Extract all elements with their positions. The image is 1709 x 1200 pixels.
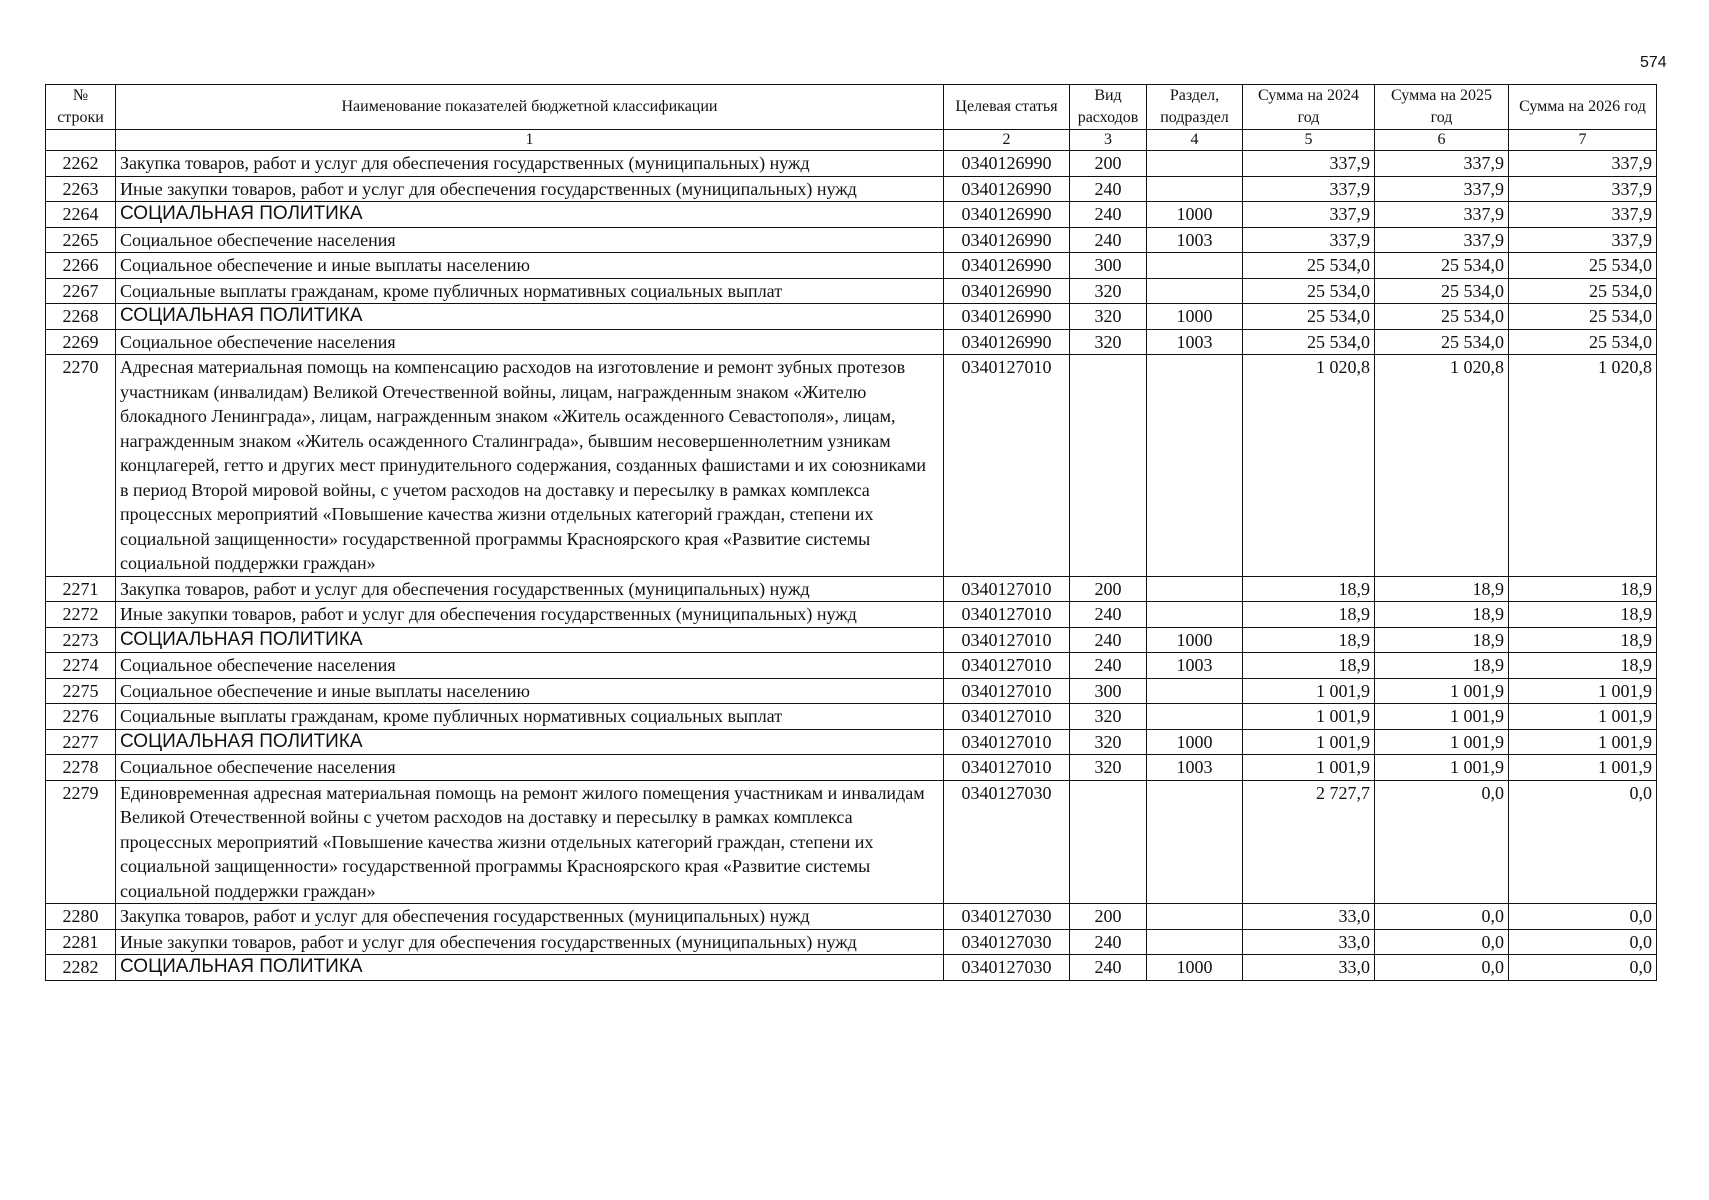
row-section: 1003 — [1147, 653, 1243, 679]
row-kind: 200 — [1070, 576, 1147, 602]
row-section — [1147, 929, 1243, 955]
row-section — [1147, 576, 1243, 602]
table-row — [46, 227, 1657, 253]
row-sum-2026: 1 020,8 — [1509, 355, 1657, 577]
header-row — [46, 85, 1657, 130]
row-kind: 240 — [1070, 176, 1147, 202]
row-section — [1147, 904, 1243, 930]
table-row — [46, 202, 1657, 228]
row-kind: 320 — [1070, 304, 1147, 330]
row-number: 2282 — [46, 955, 116, 981]
row-sum-2026: 1 001,9 — [1509, 755, 1657, 781]
row-kind: 240 — [1070, 929, 1147, 955]
row-sum-2024: 337,9 — [1243, 176, 1375, 202]
row-target: 0340127010 — [944, 653, 1070, 679]
table-row — [46, 904, 1657, 930]
column-number: 3 — [1070, 130, 1147, 151]
row-sum-2026: 0,0 — [1509, 904, 1657, 930]
row-sum-2024: 25 534,0 — [1243, 304, 1375, 330]
header-name: Наименование показателей бюджетной классификации — [116, 85, 944, 130]
row-sum-2026: 18,9 — [1509, 602, 1657, 628]
row-number: 2265 — [46, 227, 116, 253]
row-target: 0340127010 — [944, 576, 1070, 602]
row-target: 0340126990 — [944, 176, 1070, 202]
table-row — [46, 576, 1657, 602]
row-sum-2025: 18,9 — [1375, 576, 1509, 602]
row-sum-2025: 25 534,0 — [1375, 278, 1509, 304]
row-target: 0340126990 — [944, 151, 1070, 177]
row-kind: 320 — [1070, 278, 1147, 304]
row-sum-2024: 1 001,9 — [1243, 678, 1375, 704]
row-name: Социальное обеспечение населения — [116, 755, 944, 781]
row-sum-2024: 33,0 — [1243, 955, 1375, 981]
row-target: 0340126990 — [944, 227, 1070, 253]
row-sum-2024: 1 001,9 — [1243, 704, 1375, 730]
row-number: 2280 — [46, 904, 116, 930]
row-sum-2024: 33,0 — [1243, 904, 1375, 930]
row-kind: 240 — [1070, 602, 1147, 628]
table-row — [46, 151, 1657, 177]
row-number: 2270 — [46, 355, 116, 577]
row-target: 0340126990 — [944, 253, 1070, 279]
row-kind — [1070, 780, 1147, 904]
table-row — [46, 955, 1657, 981]
row-sum-2026: 18,9 — [1509, 627, 1657, 653]
table-row — [46, 304, 1657, 330]
row-sum-2026: 337,9 — [1509, 151, 1657, 177]
row-kind: 320 — [1070, 755, 1147, 781]
row-name: СОЦИАЛЬНАЯ ПОЛИТИКА — [116, 202, 944, 228]
row-name: Закупка товаров, работ и услуг для обеспечения государственных (муниципальных) нужд — [116, 576, 944, 602]
row-target: 0340127030 — [944, 955, 1070, 981]
row-number: 2266 — [46, 253, 116, 279]
row-target: 0340127010 — [944, 627, 1070, 653]
budget-table — [45, 84, 1657, 981]
row-sum-2026: 0,0 — [1509, 929, 1657, 955]
row-sum-2025: 1 001,9 — [1375, 704, 1509, 730]
row-target: 0340127010 — [944, 704, 1070, 730]
row-section — [1147, 602, 1243, 628]
row-sum-2024: 1 020,8 — [1243, 355, 1375, 577]
row-sum-2026: 0,0 — [1509, 955, 1657, 981]
header-section: Раздел, подраздел — [1147, 85, 1243, 130]
row-sum-2026: 1 001,9 — [1509, 729, 1657, 755]
row-number: 2271 — [46, 576, 116, 602]
row-kind — [1070, 355, 1147, 577]
row-section: 1003 — [1147, 227, 1243, 253]
row-section — [1147, 176, 1243, 202]
row-name: Адресная материальная помощь на компенсацию расходов на изготовление и ремонт зубных протезов участникам (инвалидам) Великой Отечественной войны, лицам, награжденным знаком «Жителю блокадного Ленинграда», лицам, награжденным знаком «Житель осажденного Севастополя», лицам, награжденным знаком «Житель осажденного Сталинграда», бывшим несовершеннолетним узникам концлагерей, гетто и других мест принудительного содержания, созданных фашистами и их союзниками в период Второй мировой войны, с учетом расходов на доставку и пересылку в рамках комплекса процессных мероприятий «Повышение качества жизни отдельных категорий граждан, степени их социальной защищенности» государственной программы Красноярского края «Развитие системы социальной поддержки граждан» — [116, 355, 944, 577]
row-sum-2024: 337,9 — [1243, 202, 1375, 228]
column-number: 5 — [1243, 130, 1375, 151]
row-kind: 200 — [1070, 151, 1147, 177]
row-number: 2279 — [46, 780, 116, 904]
row-sum-2026: 337,9 — [1509, 176, 1657, 202]
table-row — [46, 653, 1657, 679]
row-sum-2025: 0,0 — [1375, 929, 1509, 955]
row-name: Социальные выплаты гражданам, кроме публичных нормативных социальных выплат — [116, 278, 944, 304]
row-target: 0340127010 — [944, 602, 1070, 628]
row-sum-2025: 18,9 — [1375, 602, 1509, 628]
row-number: 2275 — [46, 678, 116, 704]
row-number: 2277 — [46, 729, 116, 755]
row-sum-2026: 25 534,0 — [1509, 329, 1657, 355]
header-sum-2026: Сумма на 2026 год — [1509, 85, 1657, 130]
row-kind: 300 — [1070, 678, 1147, 704]
row-number: 2267 — [46, 278, 116, 304]
row-sum-2024: 2 727,7 — [1243, 780, 1375, 904]
table-row — [46, 704, 1657, 730]
header-num: № строки — [46, 85, 116, 130]
row-section: 1000 — [1147, 729, 1243, 755]
row-kind: 320 — [1070, 329, 1147, 355]
row-sum-2025: 1 001,9 — [1375, 678, 1509, 704]
row-section: 1003 — [1147, 755, 1243, 781]
table-row — [46, 678, 1657, 704]
row-name: Социальное обеспечение и иные выплаты населению — [116, 253, 944, 279]
column-number-row — [46, 130, 1657, 151]
row-sum-2024: 1 001,9 — [1243, 755, 1375, 781]
row-section: 1003 — [1147, 329, 1243, 355]
row-sum-2024: 25 534,0 — [1243, 253, 1375, 279]
row-sum-2026: 18,9 — [1509, 653, 1657, 679]
table-row — [46, 929, 1657, 955]
row-sum-2025: 1 020,8 — [1375, 355, 1509, 577]
row-sum-2025: 18,9 — [1375, 627, 1509, 653]
row-name: Иные закупки товаров, работ и услуг для обеспечения государственных (муниципальных) нужд — [116, 176, 944, 202]
column-number: 2 — [944, 130, 1070, 151]
row-section: 1000 — [1147, 304, 1243, 330]
row-target: 0340127010 — [944, 678, 1070, 704]
row-sum-2025: 25 534,0 — [1375, 304, 1509, 330]
row-name: Единовременная адресная материальная помощь на ремонт жилого помещения участникам и инвалидам Великой Отечественной войны с учетом расходов на доставку и пересылку в рамках комплекса процессных мероприятий «Повышение качества жизни отдельных категорий граждан, степени их социальной защищенности» государственной программы Красноярского края «Развитие системы социальной поддержки граждан» — [116, 780, 944, 904]
row-kind: 200 — [1070, 904, 1147, 930]
table-row — [46, 176, 1657, 202]
row-sum-2024: 25 534,0 — [1243, 278, 1375, 304]
row-number: 2272 — [46, 602, 116, 628]
table-row — [46, 329, 1657, 355]
row-number: 2263 — [46, 176, 116, 202]
row-kind: 320 — [1070, 704, 1147, 730]
row-kind: 300 — [1070, 253, 1147, 279]
column-number: 1 — [116, 130, 944, 151]
row-sum-2025: 337,9 — [1375, 202, 1509, 228]
row-name: СОЦИАЛЬНАЯ ПОЛИТИКА — [116, 729, 944, 755]
row-section — [1147, 678, 1243, 704]
row-name: Социальные выплаты гражданам, кроме публичных нормативных социальных выплат — [116, 704, 944, 730]
row-number: 2268 — [46, 304, 116, 330]
row-sum-2025: 337,9 — [1375, 151, 1509, 177]
row-section — [1147, 780, 1243, 904]
header-sum-2024: Сумма на 2024 год — [1243, 85, 1375, 130]
row-sum-2024: 18,9 — [1243, 576, 1375, 602]
row-target: 0340127010 — [944, 355, 1070, 577]
row-number: 2264 — [46, 202, 116, 228]
row-sum-2024: 25 534,0 — [1243, 329, 1375, 355]
row-sum-2026: 1 001,9 — [1509, 678, 1657, 704]
row-name: Социальное обеспечение населения — [116, 653, 944, 679]
row-target: 0340126990 — [944, 329, 1070, 355]
row-target: 0340127030 — [944, 929, 1070, 955]
row-sum-2024: 337,9 — [1243, 227, 1375, 253]
row-sum-2024: 337,9 — [1243, 151, 1375, 177]
row-sum-2026: 25 534,0 — [1509, 253, 1657, 279]
row-number: 2262 — [46, 151, 116, 177]
row-kind: 240 — [1070, 227, 1147, 253]
row-section — [1147, 704, 1243, 730]
row-name: Закупка товаров, работ и услуг для обеспечения государственных (муниципальных) нужд — [116, 151, 944, 177]
row-sum-2025: 0,0 — [1375, 904, 1509, 930]
row-sum-2024: 18,9 — [1243, 653, 1375, 679]
column-number: 6 — [1375, 130, 1509, 151]
table-row — [46, 253, 1657, 279]
row-sum-2026: 337,9 — [1509, 227, 1657, 253]
table-row — [46, 602, 1657, 628]
row-number: 2273 — [46, 627, 116, 653]
row-section — [1147, 278, 1243, 304]
header-kind: Вид расходов — [1070, 85, 1147, 130]
row-name: Иные закупки товаров, работ и услуг для обеспечения государственных (муниципальных) нужд — [116, 602, 944, 628]
row-sum-2025: 337,9 — [1375, 227, 1509, 253]
header-sum-2025: Сумма на 2025 год — [1375, 85, 1509, 130]
column-number: 4 — [1147, 130, 1243, 151]
column-number: 7 — [1509, 130, 1657, 151]
row-sum-2025: 25 534,0 — [1375, 253, 1509, 279]
row-target: 0340127030 — [944, 780, 1070, 904]
row-kind: 240 — [1070, 653, 1147, 679]
table-row — [46, 278, 1657, 304]
row-name: СОЦИАЛЬНАЯ ПОЛИТИКА — [116, 627, 944, 653]
row-kind: 320 — [1070, 729, 1147, 755]
row-sum-2024: 33,0 — [1243, 929, 1375, 955]
row-target: 0340127010 — [944, 729, 1070, 755]
row-sum-2025: 337,9 — [1375, 176, 1509, 202]
row-sum-2026: 1 001,9 — [1509, 704, 1657, 730]
row-name: Социальное обеспечение населения — [116, 227, 944, 253]
row-sum-2025: 25 534,0 — [1375, 329, 1509, 355]
row-sum-2024: 1 001,9 — [1243, 729, 1375, 755]
table-row — [46, 355, 1657, 577]
row-number: 2276 — [46, 704, 116, 730]
row-sum-2025: 0,0 — [1375, 955, 1509, 981]
row-sum-2026: 25 534,0 — [1509, 304, 1657, 330]
row-sum-2026: 25 534,0 — [1509, 278, 1657, 304]
row-target: 0340127010 — [944, 755, 1070, 781]
row-section — [1147, 355, 1243, 577]
row-name: Закупка товаров, работ и услуг для обеспечения государственных (муниципальных) нужд — [116, 904, 944, 930]
row-number: 2269 — [46, 329, 116, 355]
row-sum-2025: 18,9 — [1375, 653, 1509, 679]
row-sum-2024: 18,9 — [1243, 602, 1375, 628]
row-target: 0340126990 — [944, 304, 1070, 330]
row-target: 0340126990 — [944, 202, 1070, 228]
row-name: Социальное обеспечение и иные выплаты населению — [116, 678, 944, 704]
row-kind: 240 — [1070, 955, 1147, 981]
column-number — [46, 130, 116, 151]
row-number: 2274 — [46, 653, 116, 679]
row-sum-2025: 1 001,9 — [1375, 755, 1509, 781]
table-row — [46, 755, 1657, 781]
row-number: 2278 — [46, 755, 116, 781]
row-section: 1000 — [1147, 955, 1243, 981]
row-number: 2281 — [46, 929, 116, 955]
table-row — [46, 780, 1657, 904]
row-name: Иные закупки товаров, работ и услуг для обеспечения государственных (муниципальных) нужд — [116, 929, 944, 955]
row-sum-2025: 1 001,9 — [1375, 729, 1509, 755]
row-sum-2026: 337,9 — [1509, 202, 1657, 228]
row-section — [1147, 253, 1243, 279]
table-row — [46, 627, 1657, 653]
row-sum-2026: 18,9 — [1509, 576, 1657, 602]
row-section — [1147, 151, 1243, 177]
row-target: 0340127030 — [944, 904, 1070, 930]
page-number: 574 — [1640, 54, 1667, 71]
row-section: 1000 — [1147, 627, 1243, 653]
header-target: Целевая статья — [944, 85, 1070, 130]
row-name: Социальное обеспечение населения — [116, 329, 944, 355]
row-section: 1000 — [1147, 202, 1243, 228]
row-kind: 240 — [1070, 202, 1147, 228]
row-name: СОЦИАЛЬНАЯ ПОЛИТИКА — [116, 304, 944, 330]
row-sum-2025: 0,0 — [1375, 780, 1509, 904]
row-kind: 240 — [1070, 627, 1147, 653]
row-name: СОЦИАЛЬНАЯ ПОЛИТИКА — [116, 955, 944, 981]
row-sum-2024: 18,9 — [1243, 627, 1375, 653]
row-sum-2026: 0,0 — [1509, 780, 1657, 904]
table-row — [46, 729, 1657, 755]
row-target: 0340126990 — [944, 278, 1070, 304]
